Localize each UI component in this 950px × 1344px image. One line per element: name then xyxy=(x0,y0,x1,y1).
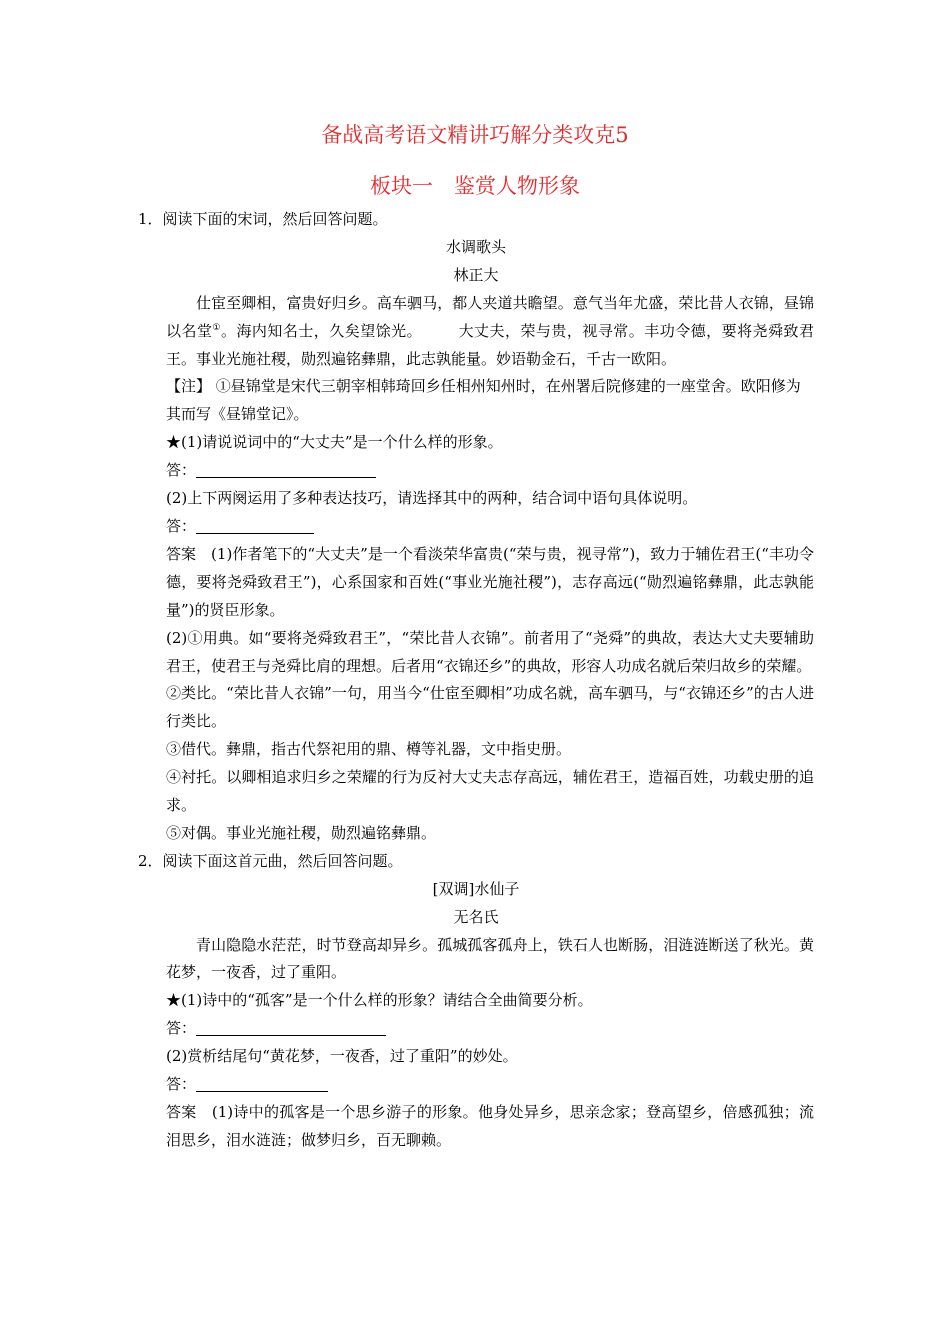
question-1-sub-1: ★(1)请说说词中的“大丈夫”是一个什么样的形象。 xyxy=(166,433,503,452)
answer-blank-1[interactable] xyxy=(196,462,376,478)
question-1-stem: 1．阅读下面的宋词，然后回答问题。 xyxy=(138,210,388,228)
answer-1-part-2-item-1: (2)①用典。如“要将尧舜致君王”，“荣比昔人衣锦”。前者用了“尧舜”的典故，表达大丈夫要辅助君王，使君王与尧舜比肩的理想。后者用“衣锦还乡”的典故，形容人功成名就后荣归故乡的荣耀。 xyxy=(166,628,814,675)
poem-1-text-c: 大丈夫，荣与贵，视寻常。丰功令德，要将尧舜致君王。事业光施社稷，勋烈遍铭彝鼎，此志孰能量。妙语勒金石，千古一欧阳。 xyxy=(166,321,814,368)
answer-line-1: 答： xyxy=(166,457,814,485)
poem-1-title: 水调歌头 xyxy=(445,237,506,256)
answer-blank-4[interactable] xyxy=(196,1076,328,1092)
answer-1-part-2-item-4: ④衬托。以卿相追求归乡之荣耀的行为反衬大丈夫志存高远，辅佐君王，造福百姓，功载史册的追求。 xyxy=(166,768,814,815)
answer-2-part-1: 答案 (1)诗中的孤客是一个思乡游子的形象。他身处异乡，思亲念家；登高望乡，倍感孤独；流泪思乡，泪水涟涟；做梦归乡，百无聊赖。 xyxy=(166,1103,814,1149)
poem-2-author: 无名氏 xyxy=(453,907,499,926)
poem-2-title: [双调]水仙子 xyxy=(432,879,520,898)
footnote-mark: ① xyxy=(212,322,221,333)
section-title: 板块一 鉴赏人物形象 xyxy=(370,174,580,198)
answer-1-part-2-item-2: ②类比。“荣比昔人衣锦”一句，用当今“仕宦至卿相”功成名就，高车驷马，与“衣锦还乡”的古人进行类比。 xyxy=(166,684,814,731)
poem-2-text: 青山隐隐水茫茫，时节登高却异乡。孤城孤客孤舟上，铁石人也断肠，泪涟涟断送了秋光。黄花梦，一夜香，过了重阳。 xyxy=(166,935,814,982)
answer-1-part-2-item-5: ⑤对偶。事业光施社稷，勋烈遍铭彝鼎。 xyxy=(166,823,437,842)
answer-blank-3[interactable] xyxy=(196,1020,386,1036)
answer-1-part-1: 答案 (1)作者笔下的“大丈夫”是一个看淡荣华富贵(“荣与贵，视寻常”)，致力于辅佐君王(“丰功令德，要将尧舜致君王”)，心系国家和百姓(“事业光施社稷”)，志存高远(“勋烈遍铭彝鼎，此志孰能量”)的贤臣形象。 xyxy=(166,544,814,619)
question-1-sub-2: (2)上下两阕运用了多种表达技巧，请选择其中的两种，结合词中语句具体说明。 xyxy=(166,489,698,508)
answer-line-2: 答： xyxy=(166,513,814,541)
poem-1-text xyxy=(166,290,814,374)
document-body xyxy=(138,206,814,1155)
question-2-sub-2: (2)赏析结尾句“黄花梦，一夜香，过了重阳”的妙处。 xyxy=(166,1047,518,1066)
answer-1-part-2-item-3: ③借代。彝鼎，指古代祭祀用的鼎、樽等礼器，文中指史册。 xyxy=(166,740,572,759)
answer-blank-2[interactable] xyxy=(196,518,314,534)
answer-line-3: 答： xyxy=(166,1015,814,1043)
poem-1-author: 林正大 xyxy=(453,265,499,284)
answer-line-4: 答： xyxy=(166,1071,814,1099)
poem-1-block xyxy=(138,290,814,848)
poem-1-note: 【注】 ①昼锦堂是宋代三朝宰相韩琦回乡任相州知州时，在州署后院修建的一座堂舍。欧阳修为其而写《昼锦堂记》。 xyxy=(166,377,801,424)
poem-1-text-b: 。海内知名士，久矣望馀光。 xyxy=(220,321,423,340)
poem-1-text-a: 仕宦至卿相，富贵好归乡。高车驷马，都人夹道共瞻望。意气当年尤盛，荣比昔人衣锦，昼锦以名堂 xyxy=(166,293,814,340)
question-2-stem: 2．阅读下面这首元曲，然后回答问题。 xyxy=(138,851,403,870)
poem-2-block xyxy=(138,932,814,1155)
question-2-sub-1: ★(1)诗中的“孤客”是一个什么样的形象？请结合全曲简要分析。 xyxy=(166,991,593,1010)
document-title: 备战高考语文精讲巧解分类攻克5 xyxy=(321,123,629,147)
